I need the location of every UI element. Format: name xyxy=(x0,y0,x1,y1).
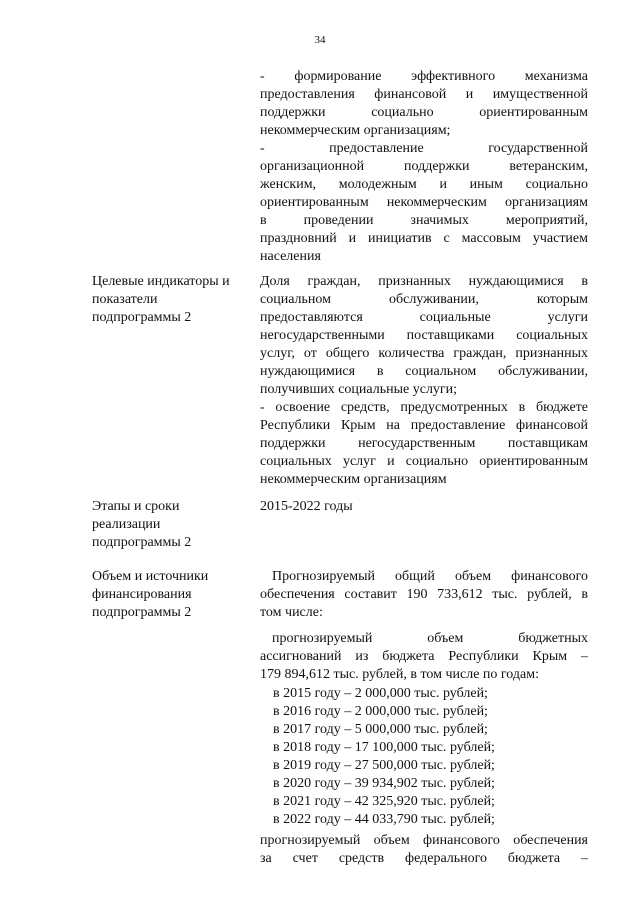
year-allocation-line: в 2019 году – 27 500,000 тыс. рублей; xyxy=(273,758,495,773)
financing-intro xyxy=(260,568,588,622)
text-line: организационной поддержки ветеранским, xyxy=(260,159,588,174)
year-allocation-line: в 2018 году – 17 100,000 тыс. рублей; xyxy=(273,740,495,755)
text-line: получивших социальные услуги; xyxy=(260,382,458,397)
label-line: подпрограммы 2 xyxy=(92,535,192,550)
text-line: обеспечения составит 190 733,612 тыс. рублей, в xyxy=(260,587,588,602)
text-line: - предоставление государственной xyxy=(260,141,588,156)
text-line: том числе: xyxy=(260,605,323,620)
year-allocation-line: в 2017 году – 5 000,000 тыс. рублей; xyxy=(273,722,488,737)
text-line: предоставления финансовой и имущественной xyxy=(260,87,588,102)
text-line: социальных услуг и социально ориентированным xyxy=(260,454,588,469)
stages-value-text: 2015-2022 годы xyxy=(260,499,353,514)
year-allocation-line: в 2020 году – 39 934,902 тыс. рублей; xyxy=(273,776,495,791)
text-line: Доля граждан, признанных нуждающимися в xyxy=(260,274,588,289)
label-line: Объем и источники xyxy=(92,569,209,584)
text-line: женским, молодежным и иным социально xyxy=(260,177,588,192)
text-line: в проведении значимых мероприятий, xyxy=(260,213,588,228)
financing-years xyxy=(260,685,588,829)
stages-value xyxy=(260,498,588,516)
label-line: Целевые индикаторы и xyxy=(92,274,230,289)
text-line: негосударственными поставщиками социальных xyxy=(260,328,588,343)
text-line: - формирование эффективного механизма xyxy=(260,69,588,84)
tasks-tail-block xyxy=(260,68,588,266)
text-line: 179 894,612 тыс. рублей, в том числе по годам: xyxy=(260,667,539,682)
indicators-text xyxy=(260,273,588,489)
text-line: социальном обслуживании, которым xyxy=(260,292,588,307)
text-line: предоставляются социальные услуги xyxy=(260,310,588,325)
text-line: прогнозируемый объем финансового обеспечения xyxy=(260,833,588,848)
text-line: ориентированным некоммерческим организациям xyxy=(260,195,588,210)
financing-budget xyxy=(260,630,588,684)
financing-federal xyxy=(260,832,588,868)
year-allocation-line: в 2015 году – 2 000,000 тыс. рублей; xyxy=(273,686,488,701)
text-line: поддержки социально ориентированным xyxy=(260,105,588,120)
label-line: подпрограммы 2 xyxy=(92,605,192,620)
text-line: прогнозируемый объем бюджетных xyxy=(272,631,588,646)
label-line: финансирования xyxy=(92,587,192,602)
text-line: поддержки негосударственным поставщикам xyxy=(260,436,588,451)
text-line: некоммерческим организациям xyxy=(260,472,447,487)
text-line: за счет средств федерального бюджета – xyxy=(260,851,588,866)
text-line: некоммерческим организациям; xyxy=(260,123,451,138)
year-allocation-line: в 2016 году – 2 000,000 тыс. рублей; xyxy=(273,704,488,719)
text-line: Республики Крым на предоставление финансовой xyxy=(260,418,588,433)
indicators-label xyxy=(92,273,250,327)
label-line: показатели xyxy=(92,292,158,307)
financing-label xyxy=(92,568,250,622)
text-line: ассигнований из бюджета Республики Крым – xyxy=(260,649,588,664)
text-line: праздновний и инициатив с массовым участием xyxy=(260,231,588,246)
text-line: - освоение средств, предусмотренных в бюджете xyxy=(260,400,588,415)
text-line: Прогнозируемый общий объем финансового xyxy=(272,569,588,584)
text-line: населения xyxy=(260,249,321,264)
year-allocation-line: в 2022 году – 44 033,790 тыс. рублей; xyxy=(273,812,495,827)
page-number: 34 xyxy=(314,34,326,46)
label-line: Этапы и сроки xyxy=(92,499,180,514)
year-allocation-line: в 2021 году – 42 325,920 тыс. рублей; xyxy=(273,794,495,809)
label-line: реализации xyxy=(92,517,161,532)
text-line: услуг, от общего количества граждан, признанных xyxy=(260,346,588,361)
label-line: подпрограммы 2 xyxy=(92,310,192,325)
stages-label xyxy=(92,498,250,552)
text-line: нуждающимися в социальном обслуживании, xyxy=(260,364,588,379)
